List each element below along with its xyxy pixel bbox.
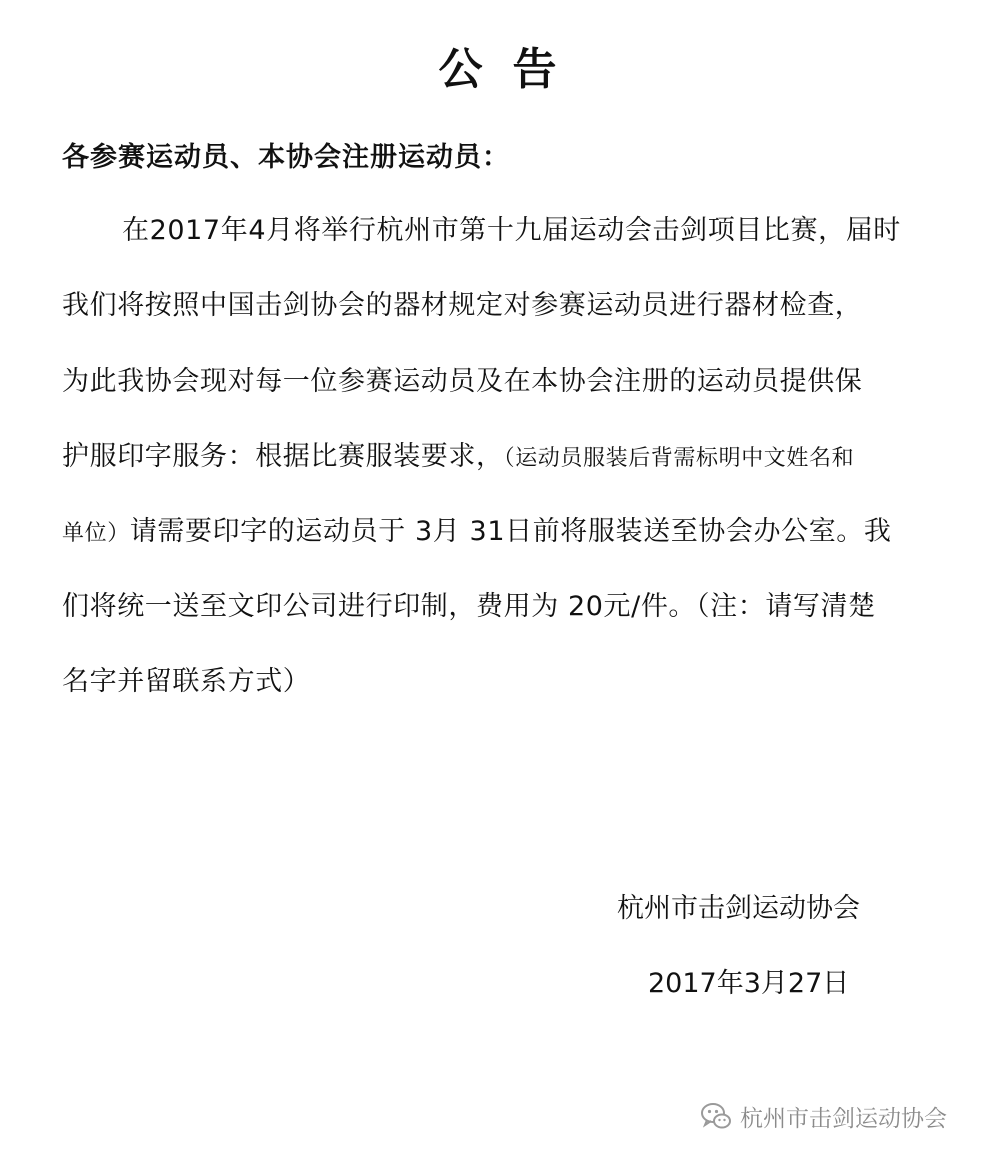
body-line-4: [62, 437, 854, 479]
body-line-1: 在2017年4月将举行杭州市第十九届运动会击剑项目比赛，届时: [122, 215, 901, 246]
wechat-icon: [700, 1100, 732, 1132]
body-line-4-note: （运动员服装后背需标明中文姓名和: [503, 446, 855, 471]
watermark-text: 杭州市击剑运动协会: [740, 1105, 947, 1132]
salutation: 各参赛运动员、本协会注册运动员：: [62, 142, 510, 173]
watermark: [700, 1096, 947, 1136]
body-line-3: 为此我协会现对每一位参赛运动员及在本协会注册的运动员提供保: [62, 366, 863, 397]
body-line-5-main: 请需要印字的运动员于 3月 31日前将服装送至协会办公室。我: [129, 516, 892, 547]
body-line-6: 们将统一送至文印公司进行印制，费用为 20元/件。（注：请写清楚: [62, 591, 876, 622]
body-line-7: 名字并留联系方式）: [62, 666, 311, 697]
signature-date: 2017年3月27日: [648, 968, 850, 999]
body-line-2: 我们将按照中国击剑协会的器材规定对参赛运动员进行器材检查，: [62, 290, 863, 321]
body-line-4-main: 护服印字服务：根据比赛服装要求，: [62, 441, 504, 472]
body-line-5: [62, 512, 892, 554]
notice-title: 公告: [438, 44, 587, 95]
signature-organization: 杭州市击剑运动协会: [617, 893, 860, 924]
body-line-5-note: 单位）: [62, 521, 130, 546]
